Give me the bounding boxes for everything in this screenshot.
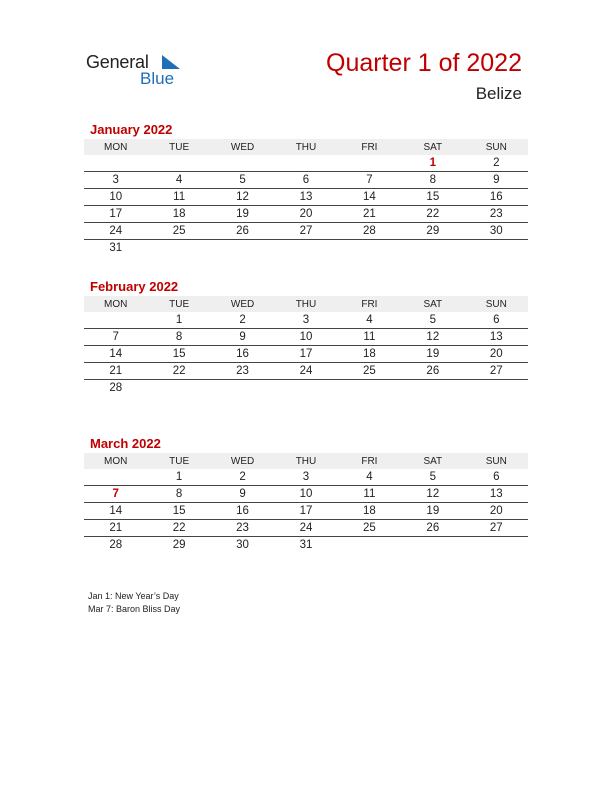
logo-triangle-icon bbox=[162, 55, 180, 69]
empty-day-cell bbox=[84, 469, 147, 486]
day-cell: 26 bbox=[401, 520, 464, 537]
day-cell: 6 bbox=[465, 312, 528, 329]
weekday-header: SUN bbox=[465, 296, 528, 312]
empty-day-cell bbox=[338, 380, 401, 397]
day-cell: 8 bbox=[147, 329, 210, 346]
month-title: March 2022 bbox=[90, 436, 161, 451]
day-cell: 9 bbox=[465, 172, 528, 189]
weekday-header: MON bbox=[84, 453, 147, 469]
empty-day-cell bbox=[274, 155, 337, 172]
week-row bbox=[84, 503, 528, 520]
weekday-header: THU bbox=[274, 139, 337, 155]
week-row bbox=[84, 380, 528, 397]
week-row bbox=[84, 520, 528, 537]
week-row bbox=[84, 223, 528, 240]
empty-day-cell bbox=[211, 380, 274, 397]
day-cell: 2 bbox=[211, 469, 274, 486]
weekday-header: SUN bbox=[465, 139, 528, 155]
day-cell: 25 bbox=[147, 223, 210, 240]
day-cell: 31 bbox=[109, 242, 123, 254]
page-title: Quarter 1 of 2022 bbox=[326, 49, 522, 77]
day-cell: 16 bbox=[211, 503, 274, 520]
weekday-header: FRI bbox=[338, 296, 401, 312]
empty-day-cell bbox=[84, 155, 147, 172]
logo bbox=[86, 52, 186, 88]
empty-day-cell bbox=[274, 380, 337, 397]
week-row bbox=[84, 155, 528, 172]
day-cell: 1 bbox=[401, 155, 464, 172]
empty-day-cell bbox=[465, 240, 528, 257]
day-cell: 27 bbox=[465, 520, 528, 537]
day-cell: 9 bbox=[211, 486, 274, 503]
day-cell: 7 bbox=[338, 172, 401, 189]
empty-day-cell bbox=[401, 240, 464, 257]
day-cell: 26 bbox=[211, 223, 274, 240]
empty-day-cell bbox=[147, 380, 210, 397]
day-cell: 4 bbox=[338, 469, 401, 486]
weekday-header: WED bbox=[211, 139, 274, 155]
day-cell: 27 bbox=[465, 363, 528, 380]
day-cell: 12 bbox=[401, 486, 464, 503]
day-cell: 30 bbox=[236, 539, 249, 551]
day-cell: 19 bbox=[211, 206, 274, 223]
day-cell: 22 bbox=[147, 520, 210, 537]
day-cell: 16 bbox=[465, 189, 528, 206]
day-cell: 22 bbox=[147, 363, 210, 380]
week-row bbox=[84, 346, 528, 363]
day-cell: 15 bbox=[147, 346, 210, 363]
holiday-notes bbox=[88, 590, 180, 616]
day-cell: 28 bbox=[338, 223, 401, 240]
empty-day-cell bbox=[147, 155, 210, 172]
day-cell: 14 bbox=[84, 503, 147, 520]
day-cell: 21 bbox=[84, 520, 147, 537]
day-cell: 26 bbox=[401, 363, 464, 380]
weekday-header: THU bbox=[274, 296, 337, 312]
week-row bbox=[84, 486, 528, 503]
day-cell: 23 bbox=[211, 363, 274, 380]
empty-day-cell bbox=[211, 240, 274, 257]
day-cell: 14 bbox=[84, 346, 147, 363]
day-cell: 15 bbox=[147, 503, 210, 520]
month-january bbox=[84, 121, 528, 256]
month-february bbox=[84, 278, 528, 396]
day-cell: 9 bbox=[211, 329, 274, 346]
week-row bbox=[84, 363, 528, 380]
day-cell: 11 bbox=[338, 486, 401, 503]
day-cell: 23 bbox=[211, 520, 274, 537]
weekday-header: SAT bbox=[401, 296, 464, 312]
day-cell: 6 bbox=[465, 469, 528, 486]
day-cell: 1 bbox=[147, 469, 210, 486]
day-cell: 21 bbox=[338, 206, 401, 223]
weekday-header: MON bbox=[84, 296, 147, 312]
weekday-header: WED bbox=[211, 453, 274, 469]
month-march bbox=[84, 435, 528, 553]
logo-text-general: General bbox=[86, 52, 149, 72]
country-name: Belize bbox=[475, 84, 522, 103]
holiday-note: Jan 1: New Year’s Day bbox=[88, 591, 179, 601]
day-cell: 20 bbox=[465, 346, 528, 363]
day-cell: 29 bbox=[401, 223, 464, 240]
week-row bbox=[84, 206, 528, 223]
week-row bbox=[84, 172, 528, 189]
day-cell: 31 bbox=[299, 539, 313, 551]
day-cell: 10 bbox=[274, 329, 337, 346]
day-cell: 12 bbox=[401, 329, 464, 346]
day-cell: 1 bbox=[147, 312, 210, 329]
day-cell: 11 bbox=[338, 329, 401, 346]
day-cell: 21 bbox=[84, 363, 147, 380]
day-cell: 17 bbox=[274, 346, 337, 363]
day-cell: 4 bbox=[147, 172, 210, 189]
weekday-header: MON bbox=[84, 139, 147, 155]
empty-day-cell bbox=[401, 380, 464, 397]
day-cell: 5 bbox=[211, 172, 274, 189]
day-cell: 10 bbox=[274, 486, 337, 503]
weekday-header: SUN bbox=[465, 453, 528, 469]
week-row bbox=[84, 469, 528, 486]
day-cell: 22 bbox=[401, 206, 464, 223]
day-cell: 28 bbox=[109, 539, 123, 551]
weekday-header: TUE bbox=[147, 139, 210, 155]
day-cell: 12 bbox=[211, 189, 274, 206]
weekday-header: TUE bbox=[147, 296, 210, 312]
day-cell: 25 bbox=[338, 520, 401, 537]
day-cell: 3 bbox=[274, 312, 337, 329]
calendar-grid bbox=[84, 139, 528, 256]
logo-text-blue: Blue bbox=[140, 69, 175, 88]
day-cell: 18 bbox=[147, 206, 210, 223]
day-cell: 3 bbox=[84, 172, 147, 189]
day-cell: 5 bbox=[401, 469, 464, 486]
day-cell: 17 bbox=[84, 206, 147, 223]
day-cell: 18 bbox=[338, 346, 401, 363]
day-cell: 2 bbox=[211, 312, 274, 329]
day-cell: 19 bbox=[401, 503, 464, 520]
calendar-grid bbox=[84, 296, 528, 396]
week-row bbox=[84, 189, 528, 206]
week-row bbox=[84, 537, 528, 554]
weekday-header: FRI bbox=[338, 139, 401, 155]
weekday-header: FRI bbox=[338, 453, 401, 469]
week-row bbox=[84, 312, 528, 329]
weekday-header: WED bbox=[211, 296, 274, 312]
day-cell: 16 bbox=[211, 346, 274, 363]
day-cell: 10 bbox=[84, 189, 147, 206]
day-cell: 19 bbox=[401, 346, 464, 363]
day-cell: 13 bbox=[465, 329, 528, 346]
day-cell: 5 bbox=[401, 312, 464, 329]
day-cell: 29 bbox=[172, 539, 186, 551]
day-cell: 20 bbox=[274, 206, 337, 223]
day-cell: 17 bbox=[274, 503, 337, 520]
empty-day-cell bbox=[338, 155, 401, 172]
week-row bbox=[84, 329, 528, 346]
weekday-header: SAT bbox=[401, 139, 464, 155]
empty-day-cell bbox=[465, 380, 528, 397]
weekday-header: SAT bbox=[401, 453, 464, 469]
empty-day-cell bbox=[338, 240, 401, 257]
day-cell: 30 bbox=[465, 223, 528, 240]
day-cell: 13 bbox=[274, 189, 337, 206]
day-cell: 2 bbox=[465, 155, 528, 172]
calendar-grid bbox=[84, 453, 528, 553]
day-cell: 24 bbox=[84, 223, 147, 240]
day-cell: 20 bbox=[465, 503, 528, 520]
day-cell: 6 bbox=[274, 172, 337, 189]
day-cell: 24 bbox=[274, 363, 337, 380]
day-cell: 8 bbox=[401, 172, 464, 189]
day-cell: 15 bbox=[401, 189, 464, 206]
day-cell: 3 bbox=[274, 469, 337, 486]
day-cell: 28 bbox=[109, 382, 123, 394]
month-title: January 2022 bbox=[90, 122, 173, 137]
week-row bbox=[84, 240, 528, 257]
day-cell: 4 bbox=[338, 312, 401, 329]
holiday-note: Mar 7: Baron Bliss Day bbox=[88, 604, 181, 614]
empty-day-cell bbox=[465, 537, 528, 554]
empty-day-cell bbox=[211, 155, 274, 172]
day-cell: 7 bbox=[84, 486, 147, 503]
weekday-header: THU bbox=[274, 453, 337, 469]
day-cell: 27 bbox=[274, 223, 337, 240]
day-cell: 7 bbox=[84, 329, 147, 346]
empty-day-cell bbox=[274, 240, 337, 257]
day-cell: 14 bbox=[338, 189, 401, 206]
day-cell: 23 bbox=[465, 206, 528, 223]
day-cell: 25 bbox=[338, 363, 401, 380]
day-cell: 24 bbox=[274, 520, 337, 537]
empty-day-cell bbox=[84, 312, 147, 329]
empty-day-cell bbox=[401, 537, 464, 554]
weekday-header: TUE bbox=[147, 453, 210, 469]
day-cell: 13 bbox=[465, 486, 528, 503]
day-cell: 8 bbox=[147, 486, 210, 503]
empty-day-cell bbox=[147, 240, 210, 257]
day-cell: 11 bbox=[147, 189, 210, 206]
month-title: February 2022 bbox=[90, 279, 179, 294]
day-cell: 18 bbox=[338, 503, 401, 520]
empty-day-cell bbox=[338, 537, 401, 554]
